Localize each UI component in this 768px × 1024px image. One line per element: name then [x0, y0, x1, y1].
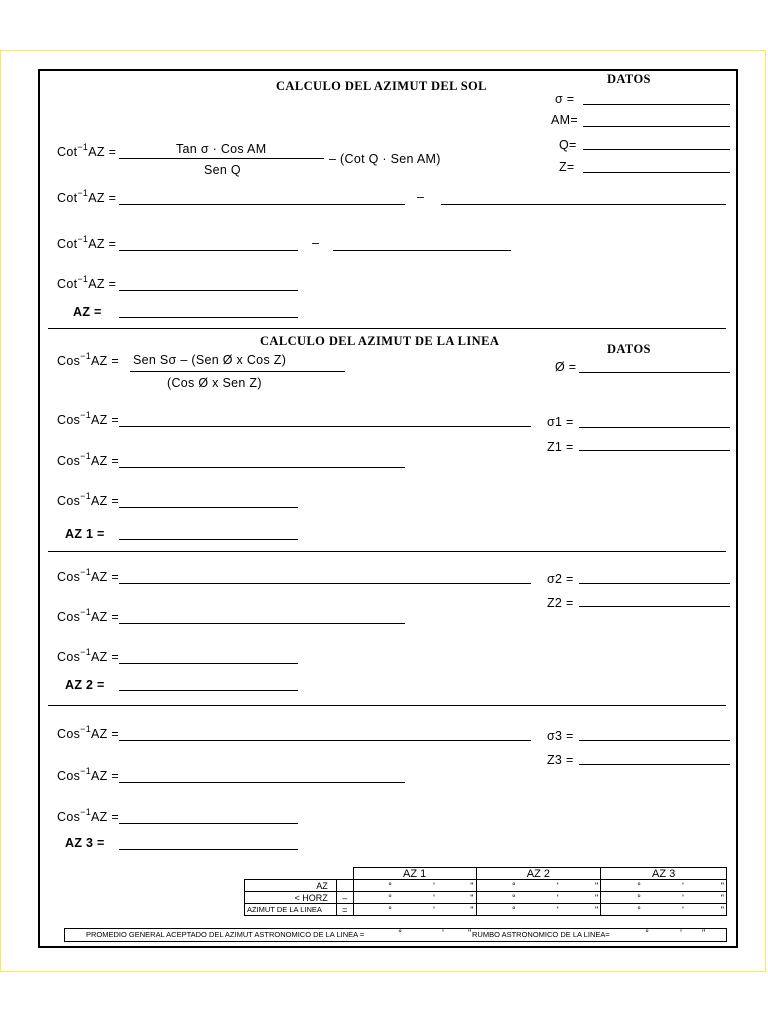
cos-2c-field[interactable]: [119, 663, 298, 664]
sigma3-field[interactable]: [579, 740, 730, 741]
cos-2b-field[interactable]: [119, 623, 405, 624]
cos-3a-field[interactable]: [119, 740, 531, 741]
az3-field[interactable]: [119, 849, 298, 850]
cos-3b-label: Cos$^{-1}$AZ =: [57, 766, 119, 783]
formula-cos-label: Cos$^{-1}$AZ =: [57, 351, 119, 368]
row-op-horz: –: [336, 892, 353, 904]
row-label-horz: < HORZ: [245, 892, 337, 904]
dms-cell[interactable]: ° ' ": [353, 880, 476, 892]
z2-field[interactable]: [579, 606, 730, 607]
header-az1: AZ 1: [353, 868, 476, 880]
dms-cell[interactable]: ° ' ": [476, 880, 601, 892]
formula-cos-numerator: Sen Sσ – (Sen Ø x Cos Z): [133, 353, 287, 367]
table-row: [245, 892, 727, 904]
dms-cell[interactable]: ° ' ": [353, 892, 476, 904]
promedio-dms[interactable]: ° ' ": [398, 928, 472, 938]
cos-2a-field[interactable]: [119, 583, 531, 584]
z2-label: Z2 =: [547, 596, 574, 610]
cos-1b-field[interactable]: [119, 467, 405, 468]
dms-cell[interactable]: ° ' ": [476, 904, 601, 916]
fraction-bar: [119, 158, 324, 159]
header-az3: AZ 3: [601, 868, 727, 880]
cos-3c-field[interactable]: [119, 823, 298, 824]
datos-sigma-label: σ =: [555, 92, 575, 106]
cos-3a-label: Cos$^{-1}$AZ =: [57, 724, 119, 741]
z3-field[interactable]: [579, 764, 730, 765]
datos-title-linea: DATOS: [607, 342, 651, 356]
rumbo-dms[interactable]: ° ' ": [645, 928, 706, 938]
formula-denominator: Sen Q: [204, 163, 241, 177]
cos-1c-label: Cos$^{-1}$AZ =: [57, 491, 119, 508]
formula-cos-denominator: (Cos Ø x Sen Z): [167, 376, 262, 390]
cos-2c-label: Cos$^{-1}$AZ =: [57, 647, 119, 664]
row-op-azimut-linea: =: [336, 904, 353, 916]
dms-cell[interactable]: ° ' ": [601, 880, 727, 892]
sigma1-field[interactable]: [579, 427, 730, 428]
cos-2b-label: Cos$^{-1}$AZ =: [57, 607, 119, 624]
section-divider-2: [48, 551, 726, 552]
table-header-row: [245, 868, 727, 880]
rumbo-label: RUMBO ASTRONOMICO DE LA LINEA=: [472, 930, 610, 939]
datos-q-label: Q=: [559, 138, 577, 152]
datos-q-field[interactable]: [583, 149, 730, 150]
datos-am-field[interactable]: [583, 126, 730, 127]
az1-field[interactable]: [119, 539, 298, 540]
datos-sigma-field[interactable]: [583, 104, 730, 105]
row-label-az: AZ: [245, 880, 337, 892]
z1-label: Z1 =: [547, 440, 574, 454]
cos-1a-label: Cos$^{-1}$AZ =: [57, 410, 119, 427]
header-az2: AZ 2: [476, 868, 601, 880]
cot-row-3-field-b[interactable]: [333, 250, 511, 251]
sigma1-label: σ1 =: [547, 415, 574, 429]
fraction-bar-linea: [130, 371, 345, 372]
sigma3-label: σ3 =: [547, 729, 574, 743]
summary-table: [244, 867, 727, 916]
az-sol-field[interactable]: [119, 317, 298, 318]
dms-cell[interactable]: ° ' ": [601, 892, 727, 904]
row-label-azimut-linea: AZIMUT DE LA LINEA: [245, 904, 337, 916]
cot-row-2-minus: –: [417, 190, 425, 204]
formula-numerator: Tan σ · Cos AM: [176, 142, 267, 156]
datos-phi-label: Ø =: [555, 360, 577, 374]
az-sol-label: AZ =: [73, 305, 102, 319]
dms-cell[interactable]: ° ' ": [353, 904, 476, 916]
formula-cot-label: Cot$^{-1}$AZ =: [57, 142, 117, 159]
datos-phi-field[interactable]: [579, 372, 730, 373]
section-title-linea: CALCULO DEL AZIMUT DE LA LINEA: [260, 334, 500, 348]
z3-label: Z3 =: [547, 753, 574, 767]
az1-label: AZ 1 =: [65, 527, 105, 541]
section-title-sol: CALCULO DEL AZIMUT DEL SOL: [276, 79, 487, 93]
cos-3b-field[interactable]: [119, 782, 405, 783]
datos-z-field[interactable]: [583, 172, 730, 173]
section-divider-3: [48, 705, 726, 706]
cot-row-3-label: Cot$^{-1}$AZ =: [57, 234, 117, 251]
sigma2-label: σ2 =: [547, 572, 574, 586]
sigma2-field[interactable]: [579, 583, 730, 584]
cot-row-3-minus: –: [312, 236, 320, 250]
datos-z-label: Z=: [559, 160, 575, 174]
dms-cell[interactable]: ° ' ": [601, 904, 727, 916]
cot-row-2-label: Cot$^{-1}$AZ =: [57, 188, 117, 205]
formula-tail: – (Cot Q · Sen AM): [329, 152, 441, 166]
cos-1b-label: Cos$^{-1}$AZ =: [57, 451, 119, 468]
cos-2a-label: Cos$^{-1}$AZ =: [57, 567, 119, 584]
form-sheet: [38, 69, 738, 948]
az3-label: AZ 3 =: [65, 836, 105, 850]
cot-row-4-field[interactable]: [119, 290, 298, 291]
section-divider-1: [48, 328, 726, 329]
table-row: [245, 904, 727, 916]
cos-3c-label: Cos$^{-1}$AZ =: [57, 807, 119, 824]
cot-row-3-field-a[interactable]: [119, 250, 298, 251]
row-op-az: [336, 880, 353, 892]
cot-row-4-label: Cot$^{-1}$AZ =: [57, 274, 117, 291]
cos-1c-field[interactable]: [119, 507, 298, 508]
promedio-label: PROMEDIO GENERAL ACEPTADO DEL AZIMUT ASTRONOMICO DE LA LINEA =: [86, 930, 365, 939]
cos-1a-field[interactable]: [119, 426, 531, 427]
z1-field[interactable]: [579, 450, 730, 451]
table-row: [245, 880, 727, 892]
dms-cell[interactable]: ° ' ": [476, 892, 601, 904]
az2-label: AZ 2 =: [65, 678, 105, 692]
datos-am-label: AM=: [551, 113, 578, 127]
cot-row-2-field-a[interactable]: [119, 204, 405, 205]
datos-title-sol: DATOS: [607, 72, 651, 86]
az2-field[interactable]: [119, 690, 298, 691]
cot-row-2-field-b[interactable]: [441, 204, 726, 205]
